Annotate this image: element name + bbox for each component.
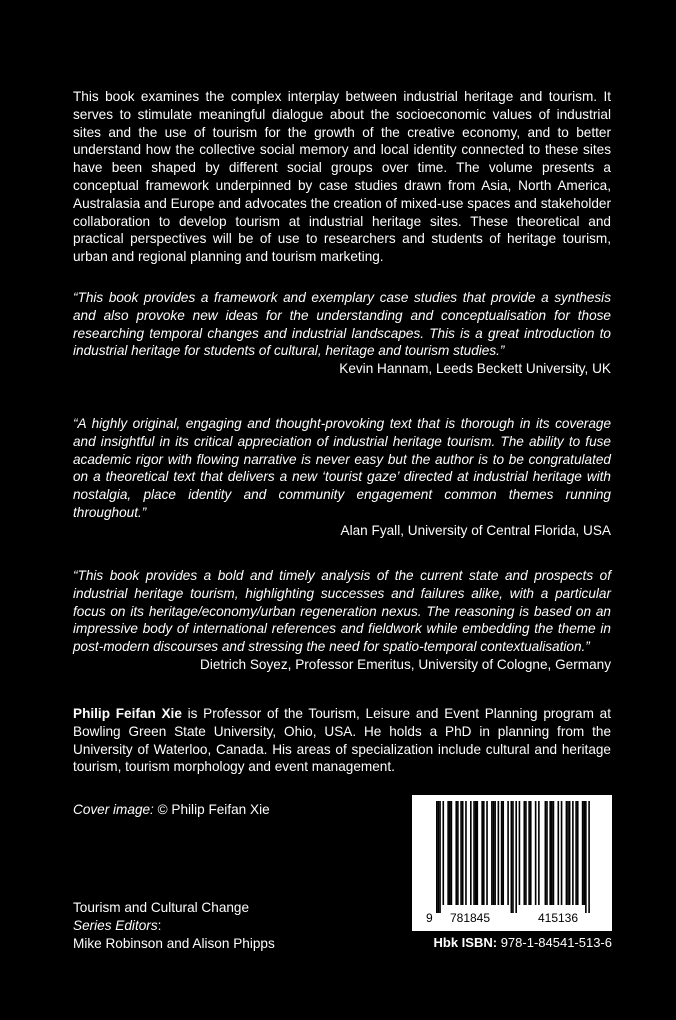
isbn-label: Hbk ISBN:: [433, 935, 498, 950]
barcode-digit-first: 9: [426, 911, 433, 925]
isbn-value: 978-1-84541-513-6: [497, 935, 612, 950]
barcode-bar: [538, 801, 540, 905]
barcode-bar: [512, 801, 514, 913]
barcode-bar: [515, 801, 517, 913]
barcode-bar: [473, 801, 475, 905]
barcode-bar: [449, 801, 451, 905]
series-editors-label-line: [73, 917, 275, 935]
barcode-bar: [523, 801, 525, 905]
author-bio-text: is Professor of the Tourism, Leisure and Event Planning program at Bowling Green State University, Ohio, USA. He holds a PhD in planning from the University of Waterloo, Canada. His areas of specialization include cultural and heritage tourism, tourism morphology and event management.: [73, 706, 611, 775]
barcode-bar: [567, 801, 569, 905]
book-description: This book examines the complex interplay between industrial heritage and tourism. It serves to stimulate meaningful dialogue about the socioeconomic values of industrial sites and the use of tourism for the growth of the creative economy, and to better understand how the collective social memory and local identity connected to these sites have been shaped by different social groups over time. The volume presents a conceptual framework underpinned by case studies drawn from Asia, North America, Australasia and Europe and advocates the creation of mixed-use spaces and stakeholder collaboration to develop tourism at industrial heritage sites. These theoretical and practical perspectives will be of use to researchers and students of heritage tourism, urban and regional planning and tourism marketing.: [73, 89, 611, 265]
barcode-bar: [438, 801, 440, 913]
endorsement-text: “This book provides a framework and exemplary case studies that provide a synthesis and also provoke new ideas for the understanding and conceptualisation for those researching temporal changes and industrial landscapes. This is a great introduction to industrial heritage for students of cultural, heritage and tourism studies.”: [73, 290, 611, 359]
author-bio: [73, 705, 611, 776]
barcode-bar: [585, 801, 587, 913]
barcode-bars: [436, 801, 590, 913]
barcode-bar: [493, 801, 495, 905]
barcode-bar: [470, 801, 472, 905]
series-editors-label: Series Editors: [73, 917, 158, 933]
isbn: [434, 935, 612, 950]
barcode-bar: [525, 801, 527, 905]
barcode-bar: [483, 801, 485, 905]
barcode-graphic: [412, 795, 612, 931]
barcode-bar: [451, 801, 453, 905]
barcode-bar: [501, 801, 503, 905]
series-info: [73, 899, 275, 952]
barcode-bar: [553, 801, 555, 905]
barcode-bar: [462, 801, 464, 905]
endorsement-3: [73, 567, 611, 674]
barcode-bar: [465, 801, 467, 905]
barcode-bar: [486, 801, 488, 905]
endorsement-attribution: Alan Fyall, University of Central Florida, USA: [340, 522, 611, 538]
barcode-bar: [566, 801, 568, 905]
barcode-digits-right: 415136: [537, 911, 579, 925]
barcode-bar: [530, 801, 532, 905]
series-editors: Mike Robinson and Alison Phipps: [73, 935, 275, 951]
barcode-bar: [546, 801, 548, 905]
barcode-bar: [507, 801, 509, 905]
cover-label: Cover image:: [73, 802, 154, 817]
barcode-bar: [481, 801, 483, 905]
series-editors-suffix: :: [157, 917, 162, 933]
barcode-bar: [582, 801, 584, 905]
cover-credit: [73, 801, 270, 819]
barcode: [412, 795, 612, 931]
barcode-bar: [535, 801, 537, 905]
barcode-bar: [447, 801, 449, 905]
author-name: Philip Feifan Xie: [73, 706, 182, 721]
endorsement-text: “This book provides a bold and timely analysis of the current state and prospects of industrial heritage tourism, highlighting successes and failures alike, with a particular focus on its heritage/economy/urban regeneration nexus. The reasoning is based on an impressive body of international references and fieldwork while embedding the theme in post-modern discourses and stressing the need for spatio-temporal contextualisation.”: [73, 568, 611, 655]
barcode-bar: [457, 801, 459, 905]
barcode-bar: [494, 801, 496, 905]
barcode-bar: [583, 801, 585, 905]
barcode-bar: [460, 801, 462, 905]
barcode-bar: [498, 801, 500, 905]
barcode-bar: [549, 801, 551, 905]
endorsement-1: [73, 289, 611, 378]
barcode-bar: [511, 801, 513, 913]
barcode-bar: [475, 801, 477, 905]
barcode-bar: [528, 801, 530, 905]
series-name: Tourism and Cultural Change: [73, 900, 250, 915]
barcode-bar: [519, 801, 521, 905]
barcode-bar: [545, 801, 547, 905]
cover-credit-text: © Philip Feifan Xie: [153, 802, 270, 817]
barcode-bar: [561, 801, 563, 905]
barcode-digits-left: 781845: [449, 911, 491, 925]
barcode-bar: [558, 801, 560, 905]
barcode-bar: [477, 801, 479, 905]
endorsement-attribution: Dietrich Soyez, Professor Emeritus, University of Cologne, Germany: [200, 656, 611, 672]
endorsement-attribution: Kevin Hannam, Leeds Beckett University, UK: [339, 361, 611, 377]
barcode-bar: [442, 801, 444, 905]
barcode-bar: [491, 801, 493, 905]
barcode-bar: [436, 801, 438, 913]
barcode-bar: [569, 801, 571, 905]
barcode-bar: [588, 801, 590, 913]
barcode-bar: [502, 801, 504, 905]
barcode-bar: [575, 801, 577, 905]
barcode-bar: [572, 801, 574, 905]
barcode-bar: [439, 801, 441, 913]
barcode-bar: [551, 801, 553, 905]
endorsement-2: [73, 415, 611, 540]
barcode-bar: [577, 801, 579, 905]
barcode-bar: [455, 801, 457, 905]
endorsement-text: “A highly original, engaging and thought-provoking text that is thorough in its coverage and insightful in its critical appreciation of industrial heritage tourism. The ability to fuse academic rigor with flowing narrative is never easy but the author is to be congratulated on a theoretical text that delivers a new ‘tourist gaze’ directed at industrial heritage with nostalgia, place identity and community engagement common themes running throughout.”: [73, 416, 611, 520]
